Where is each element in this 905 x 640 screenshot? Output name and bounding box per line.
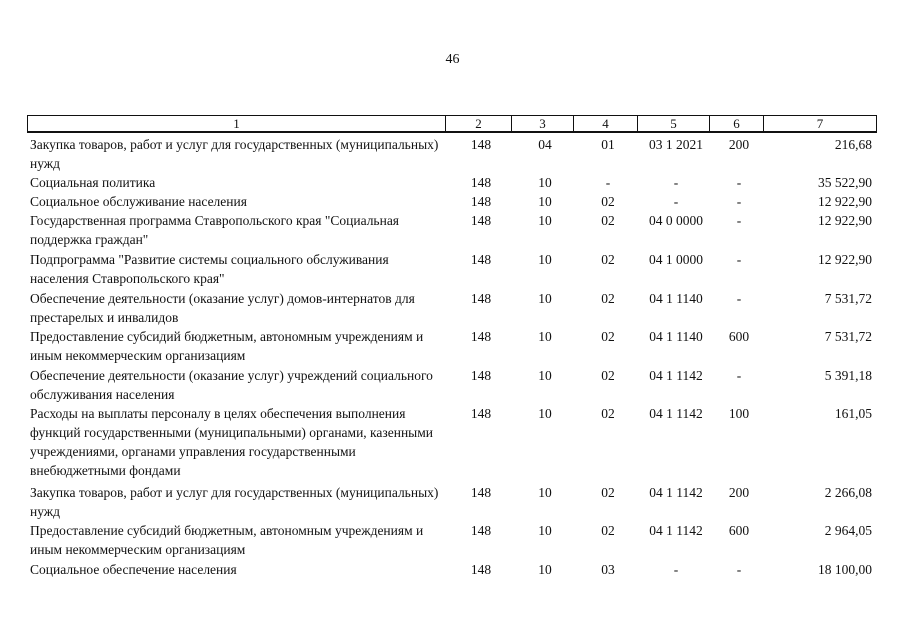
row-c5: 04 1 1142 xyxy=(649,485,703,500)
row-c4: 02 xyxy=(601,485,615,500)
row-c3: 10 xyxy=(538,252,552,267)
header-col-3: 3 xyxy=(512,116,574,131)
row-c5: 04 0 0000 xyxy=(649,213,703,228)
row-c4: 02 xyxy=(601,406,615,421)
row-c3: 10 xyxy=(538,562,552,577)
row-c6: 200 xyxy=(728,137,750,152)
row-c3: 10 xyxy=(538,523,552,538)
row-c7: 2 266,08 xyxy=(824,485,872,500)
row-c3: 10 xyxy=(538,329,552,344)
row-c4: 02 xyxy=(601,194,615,209)
row-c6: 600 xyxy=(728,329,750,344)
row-c6: - xyxy=(736,194,742,209)
row-c5: 04 1 0000 xyxy=(649,252,703,267)
row-c7: 12 922,90 xyxy=(818,213,872,228)
row-c2: 148 xyxy=(470,523,492,538)
row-c4: 02 xyxy=(601,329,615,344)
row-c5: - xyxy=(673,194,679,209)
row-c3: 10 xyxy=(538,175,552,190)
row-name: Закупка товаров, работ и услуг для государственных (муниципальных) нужд xyxy=(30,485,439,519)
row-c2: 148 xyxy=(470,562,492,577)
row-c6: - xyxy=(736,213,742,228)
row-c6: 100 xyxy=(728,406,750,421)
row-c5: - xyxy=(673,175,679,190)
page-number: 46 xyxy=(445,52,460,67)
row-c5: 04 1 1140 xyxy=(649,291,703,306)
row-name: Обеспечение деятельности (оказание услуг) учреждений социального обслуживания населения xyxy=(30,368,433,402)
row-c7: 7 531,72 xyxy=(824,329,872,344)
row-c7: 12 922,90 xyxy=(818,252,872,267)
row-c2: 148 xyxy=(470,137,492,152)
row-c4: 01 xyxy=(601,137,615,152)
row-name: Расходы на выплаты персоналу в целях обеспечения выполнения функций государственными (муниципальными) органами, казенными учреждениями, органами управления государственными внебюджетными фондами xyxy=(30,406,434,478)
header-col-7: 7 xyxy=(816,116,824,131)
row-name: Подпрограмма "Развитие системы социального обслуживания населения Ставропольского края" xyxy=(30,252,389,286)
row-c3: 10 xyxy=(538,194,552,209)
header-col-1: 1 xyxy=(28,116,446,131)
row-c2: 148 xyxy=(470,213,492,228)
row-c5: 04 1 1142 xyxy=(649,523,703,538)
row-c2: 148 xyxy=(470,175,492,190)
row-c7: 2 964,05 xyxy=(824,523,872,538)
row-name: Предоставление субсидий бюджетным, автономным учреждениям и иным некоммерческим организациям xyxy=(30,523,424,557)
row-c2: 148 xyxy=(470,485,492,500)
row-c7: 5 391,18 xyxy=(824,368,872,383)
row-c6: - xyxy=(736,175,742,190)
row-c6: - xyxy=(736,252,742,267)
row-c2: 148 xyxy=(470,406,492,421)
row-c6: - xyxy=(736,368,742,383)
row-name: Социальное обеспечение населения xyxy=(30,562,237,577)
row-c3: 10 xyxy=(538,485,552,500)
table-header xyxy=(27,115,877,133)
row-c3: 04 xyxy=(538,137,552,152)
row-c3: 10 xyxy=(538,368,552,383)
row-c4: - xyxy=(605,175,611,190)
row-name: Государственная программа Ставропольского края "Социальная поддержка граждан" xyxy=(30,213,400,247)
row-name: Социальное обслуживание населения xyxy=(30,194,247,209)
row-c4: 02 xyxy=(601,368,615,383)
row-c2: 148 xyxy=(470,252,492,267)
row-name: Обеспечение деятельности (оказание услуг) домов-интернатов для престарелых и инвалидов xyxy=(30,291,415,325)
header-col-4: 4 xyxy=(574,116,638,131)
row-name: Закупка товаров, работ и услуг для государственных (муниципальных) нужд xyxy=(30,137,439,171)
row-c5: 04 1 1140 xyxy=(649,329,703,344)
row-c5: - xyxy=(673,562,679,577)
row-c7: 18 100,00 xyxy=(818,562,872,577)
row-c7: 216,68 xyxy=(834,137,872,152)
row-c7: 7 531,72 xyxy=(824,291,872,306)
row-name: Социальная политика xyxy=(30,175,156,190)
row-c4: 03 xyxy=(601,562,615,577)
row-c7: 12 922,90 xyxy=(818,194,872,209)
row-c3: 10 xyxy=(538,291,552,306)
header-col-2: 2 xyxy=(446,116,512,131)
row-c6: - xyxy=(736,562,742,577)
row-c5: 04 1 1142 xyxy=(649,406,703,421)
row-c5: 04 1 1142 xyxy=(649,368,703,383)
row-c4: 02 xyxy=(601,213,615,228)
row-c2: 148 xyxy=(470,291,492,306)
row-name: Предоставление субсидий бюджетным, автономным учреждениям и иным некоммерческим организациям xyxy=(30,329,424,363)
row-c2: 148 xyxy=(470,368,492,383)
row-c6: - xyxy=(736,291,742,306)
row-c2: 148 xyxy=(470,194,492,209)
row-c6: 600 xyxy=(728,523,750,538)
header-col-6: 6 xyxy=(710,116,764,131)
row-c3: 10 xyxy=(538,213,552,228)
row-c6: 200 xyxy=(728,485,750,500)
row-c2: 148 xyxy=(470,329,492,344)
header-col-5: 5 xyxy=(638,116,710,131)
row-c3: 10 xyxy=(538,406,552,421)
row-c7: 161,05 xyxy=(834,406,872,421)
row-c4: 02 xyxy=(601,252,615,267)
row-c4: 02 xyxy=(601,291,615,306)
row-c7: 35 522,90 xyxy=(818,175,872,190)
row-c4: 02 xyxy=(601,523,615,538)
row-c5: 03 1 2021 xyxy=(649,137,703,152)
